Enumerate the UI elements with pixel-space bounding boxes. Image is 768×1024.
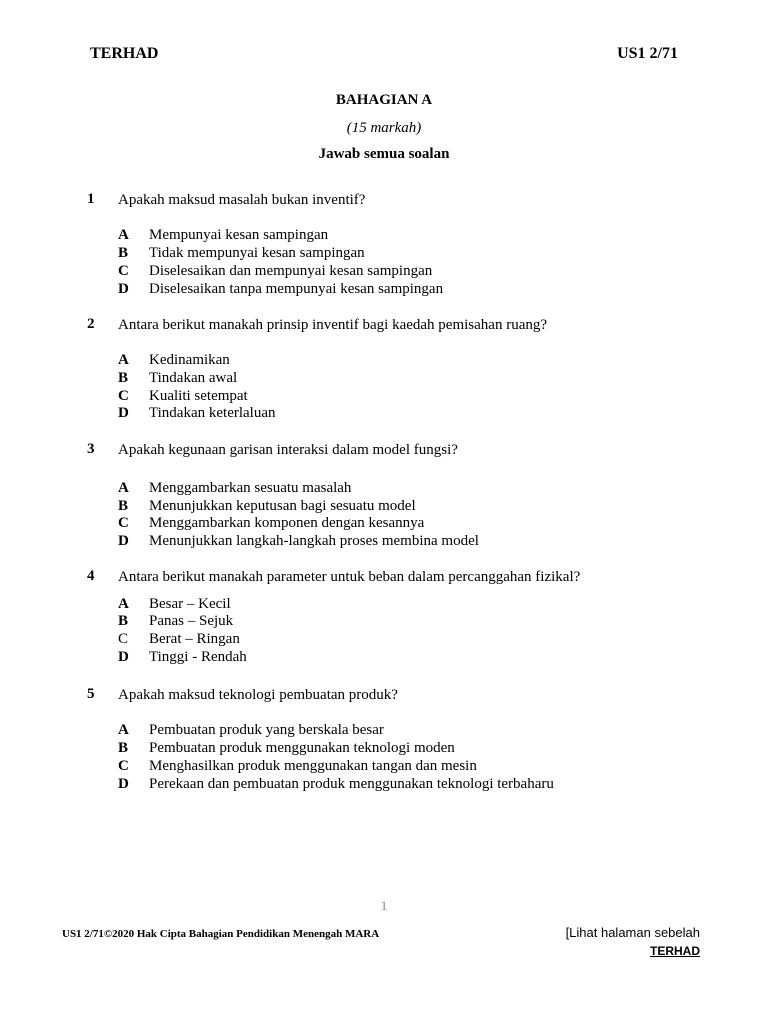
header-classification: TERHAD	[90, 45, 159, 62]
option-text: Menunjukkan keputusan bagi sesuatu model	[149, 498, 416, 514]
option-text: Tindakan awal	[149, 370, 238, 386]
footer-copyright: US1 2/71©2020 Hak Cipta Bahagian Pendidikan Menengah MARA	[62, 928, 380, 940]
option-letter: C	[118, 515, 129, 531]
option-text: Berat – Ringan	[149, 631, 240, 647]
footer-next-page: [Lihat halaman sebelah	[565, 925, 700, 940]
question-number: 4	[87, 568, 95, 584]
option-text: Pembuatan produk menggunakan teknologi moden	[149, 740, 455, 756]
option-letter: B	[118, 370, 129, 386]
option-letter: B	[118, 498, 129, 514]
question-text: Apakah kegunaan garisan interaksi dalam model fungsi?	[118, 442, 458, 458]
option-text: Mempunyai kesan sampingan	[149, 227, 329, 243]
option-text: Panas – Sejuk	[149, 613, 234, 629]
option-letter: B	[118, 740, 129, 756]
option-text: Pembuatan produk yang berskala besar	[149, 722, 384, 738]
option-letter: D	[118, 405, 129, 421]
footer-classification: TERHAD	[650, 944, 700, 958]
option-letter: B	[118, 245, 129, 261]
header-paper-code: US1 2/71	[617, 45, 678, 62]
option-text: Diselesaikan tanpa mempunyai kesan sampingan	[149, 281, 444, 297]
option-text: Perekaan dan pembuatan produk menggunakan teknologi terbaharu	[149, 776, 554, 792]
question-text: Apakah maksud masalah bukan inventif?	[118, 192, 366, 208]
option-text: Tinggi - Rendah	[149, 649, 247, 665]
option-text: Tindakan keterlaluan	[149, 405, 276, 421]
section-marks: (15 markah)	[346, 120, 422, 136]
option-text: Kedinamikan	[149, 352, 230, 368]
question-number: 5	[87, 686, 95, 702]
section-instruction: Jawab semua soalan	[318, 146, 450, 162]
option-text: Diselesaikan dan mempunyai kesan sampingan	[149, 263, 433, 279]
option-text: Kualiti setempat	[149, 388, 248, 404]
option-letter: C	[118, 263, 129, 279]
option-letter: D	[118, 649, 129, 665]
question-text: Apakah maksud teknologi pembuatan produk?	[118, 687, 398, 703]
option-text: Tidak mempunyai kesan sampingan	[149, 245, 365, 261]
option-letter: A	[118, 596, 129, 612]
question-number: 1	[87, 191, 95, 207]
option-letter: D	[118, 776, 129, 792]
option-text: Menggambarkan komponen dengan kesannya	[149, 515, 425, 531]
option-letter: A	[118, 227, 129, 243]
option-letter: A	[118, 480, 129, 496]
option-text: Menghasilkan produk menggunakan tangan dan mesin	[149, 758, 477, 774]
question-text: Antara berikut manakah parameter untuk beban dalam percanggahan fizikal?	[118, 569, 581, 585]
option-text: Besar – Kecil	[149, 596, 231, 612]
option-letter: A	[118, 352, 129, 368]
option-letter: C	[118, 388, 129, 404]
question-number: 3	[87, 441, 95, 457]
option-letter: B	[118, 613, 129, 629]
option-letter: C	[118, 631, 129, 647]
option-letter: D	[118, 281, 129, 297]
option-letter: C	[118, 758, 129, 774]
question-text: Antara berikut manakah prinsip inventif bagi kaedah pemisahan ruang?	[118, 317, 548, 333]
section-title: BAHAGIAN A	[335, 92, 433, 108]
option-letter: D	[118, 533, 129, 549]
option-text: Menunjukkan langkah-langkah proses membina model	[149, 533, 479, 549]
option-text: Menggambarkan sesuatu masalah	[149, 480, 352, 496]
option-letter: A	[118, 722, 129, 738]
page-number: 1	[380, 898, 388, 913]
question-number: 2	[87, 316, 95, 332]
